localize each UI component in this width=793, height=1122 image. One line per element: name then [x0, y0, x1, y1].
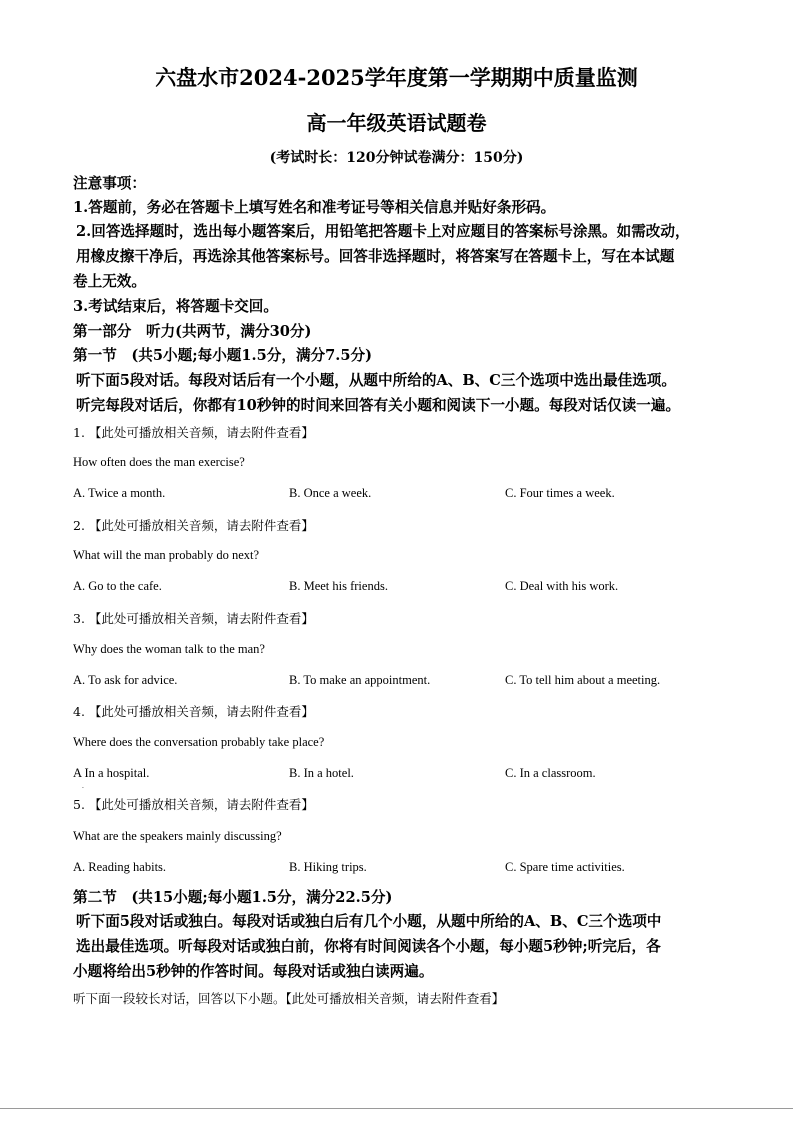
question-3-audio[interactable]: 3. 【此处可播放相关音频，请去附件查看】 [73, 611, 314, 626]
stray-dot: · [82, 785, 84, 792]
question-4-option-b: B. In a hotel. [289, 766, 354, 780]
question-1-stem: How often does the man exercise? [73, 455, 245, 469]
section1-instructions-line2: 听完每段对话后，你都有10秒钟的时间来回答有关小题和阅读下一小题。每段对话仅读一遍。 [76, 397, 681, 414]
question-2-option-b: B. Meet his friends. [289, 579, 388, 593]
note-item-1: 1.答题前，务必在答题卡上填写姓名和准考证号等相关信息并贴好条形码。 [73, 199, 556, 216]
note-item-3: 3.考试结束后，将答题卡交回。 [73, 298, 278, 315]
notes-heading: 注意事项： [73, 175, 146, 192]
section2-instructions-line1: 听下面5段对话或独白。每段对话或独白后有几个小题，从题中所给的A、B、C三个选项中 [76, 913, 662, 930]
exam-title: 六盘水市2024-2025学年度第一学期期中质量监测 [155, 65, 638, 90]
section2-heading: 第二节 (共15小题;每小题1.5分，满分22.5分) [73, 889, 393, 906]
question-5-stem: What are the speakers mainly discussing? [73, 829, 282, 843]
note-item-2-line2: 用橡皮擦干净后，再选涂其他答案标号。回答非选择题时，将答案写在答题卡上，写在本试题 [76, 248, 675, 265]
section2-instructions-line3: 小题将给出5秒钟的作答时间。每段对话或独白读两遍。 [73, 963, 434, 980]
question-3-option-a: A. To ask for advice. [73, 673, 178, 687]
question-1-audio[interactable]: 1. 【此处可播放相关音频，请去附件查看】 [73, 425, 314, 440]
question-2-stem: What will the man probably do next? [73, 548, 260, 562]
exam-info: (考试时长：120分钟试卷满分：150分) [269, 150, 524, 166]
question-2-option-c: C. Deal with his work. [505, 579, 619, 593]
section1-instructions-line1: 听下面5段对话。每段对话后有一个小题，从题中所给的A、B、C三个选项中选出最佳选项。 [76, 372, 676, 389]
long-dialog-audio[interactable]: 听下面一段较长对话，回答以下小题。【此处可播放相关音频，请去附件查看】 [73, 991, 505, 1006]
question-4-option-c: C. In a classroom. [505, 766, 596, 780]
question-1-option-c: C. Four times a week. [505, 486, 615, 500]
question-1-option-a: A. Twice a month. [73, 486, 166, 500]
question-4-stem: Where does the conversation probably take place? [73, 735, 325, 749]
note-item-2-line3: 卷上无效。 [73, 273, 146, 290]
question-5-audio[interactable]: 5. 【此处可播放相关音频，请去附件查看】 [73, 797, 314, 812]
question-5-option-b: B. Hiking trips. [289, 860, 367, 874]
question-4-option-a: A In a hospital. [73, 766, 150, 780]
question-2-option-a: A. Go to the cafe. [73, 579, 162, 593]
question-2-audio[interactable]: 2. 【此处可播放相关音频，请去附件查看】 [73, 518, 314, 533]
question-3-stem: Why does the woman talk to the man? [73, 642, 265, 656]
question-5-option-a: A. Reading habits. [73, 860, 167, 874]
section1-heading: 第一节 (共5小题;每小题1.5分，满分7.5分) [73, 347, 373, 364]
page-bottom-divider [0, 1108, 793, 1109]
question-5-option-c: C. Spare time activities. [505, 860, 625, 874]
exam-subtitle: 高一年级英语试题卷 [306, 111, 487, 135]
question-1-option-b: B. Once a week. [289, 486, 372, 500]
section2-instructions-line2: 选出最佳选项。听每段对话或独白前，你将有时间阅读各个小题，每小题5秒钟;听完后，各 [76, 938, 661, 955]
note-item-2-line1: 2.回答选择题时，选出每小题答案后，用铅笔把答题卡上对应题目的答案标号涂黑。如需改动， [76, 223, 690, 240]
question-3-option-c: C. To tell him about a meeting. [505, 673, 661, 687]
question-4-audio[interactable]: 4. 【此处可播放相关音频，请去附件查看】 [73, 704, 314, 719]
part1-heading: 第一部分 听力(共两节，满分30分) [73, 323, 312, 340]
question-3-option-b: B. To make an appointment. [289, 673, 431, 687]
